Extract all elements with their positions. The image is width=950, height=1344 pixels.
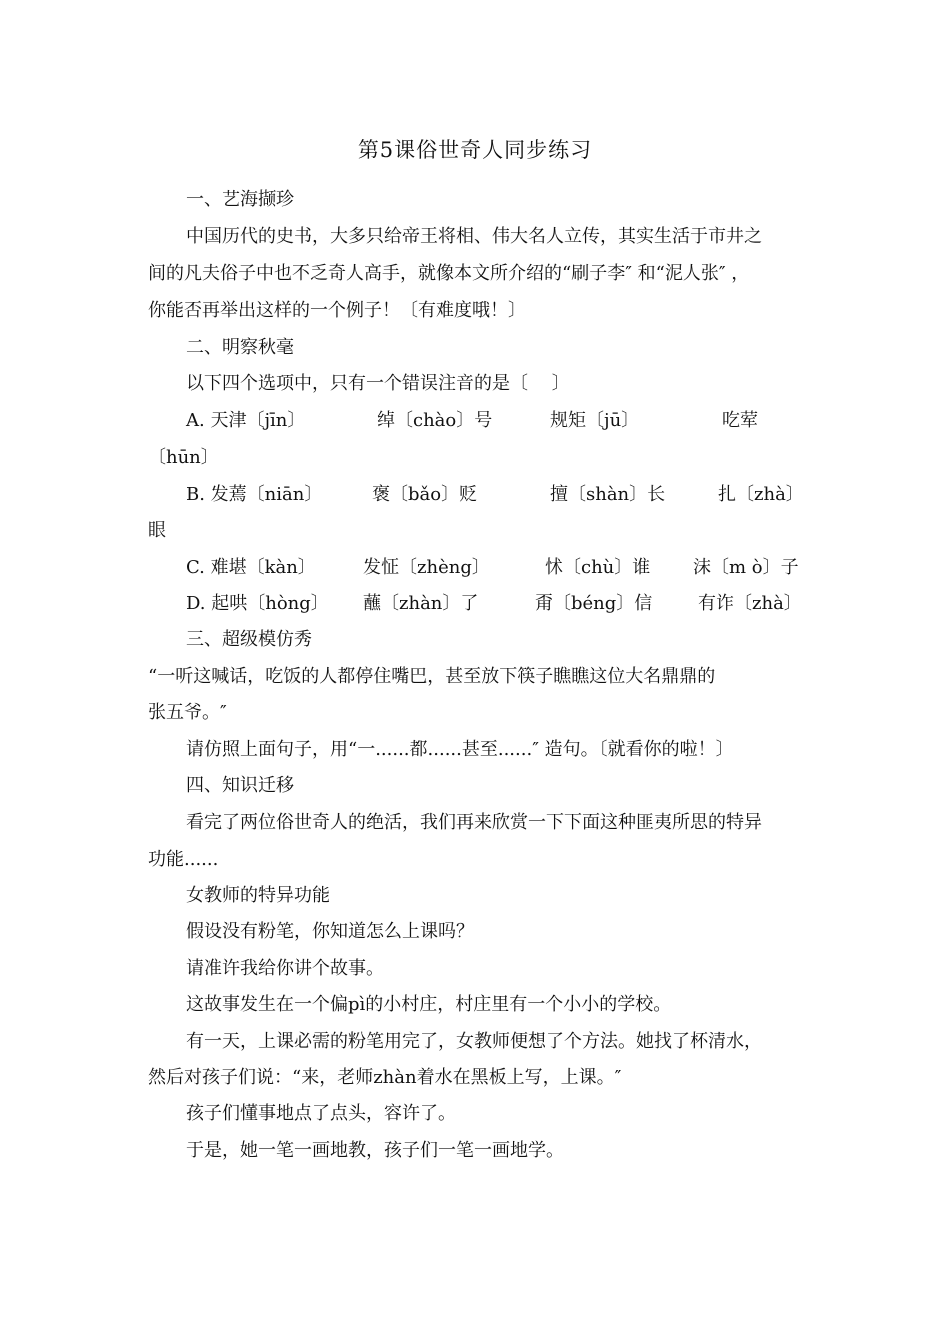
option-a-3: 规矩〔jū〕	[550, 410, 640, 431]
paragraph-line: 功能......	[148, 849, 219, 870]
paragraph-line: 于是，她一笔一画地教，孩子们一笔一画地学。	[186, 1140, 564, 1161]
paragraph-line: 有一天，上课必需的粉笔用完了，女教师便想了个方法。她找了杯清水，	[186, 1031, 762, 1052]
option-a-4: 吃荤	[722, 410, 758, 431]
paragraph-line: 然后对孩子们说：“来，老师zhàn着水在黑板上写，上课。″	[148, 1067, 622, 1088]
paragraph-line: 假设没有粉笔，你知道怎么上课吗？	[186, 921, 474, 942]
option-a-1: A. 天津〔jīn〕	[186, 410, 306, 431]
option-c-4: 沫〔m ò〕子	[693, 557, 799, 578]
paragraph-line: 请准许我给你讲个故事。	[186, 958, 384, 979]
option-a-2: 绰〔chào〕号	[377, 410, 493, 431]
paragraph-line: 这故事发生在一个偏pì的小村庄，村庄里有一个小小的学校。	[186, 994, 672, 1015]
option-d-1: D. 起哄〔hòng〕	[186, 593, 329, 614]
option-b-1: B. 发蔫〔niān〕	[186, 484, 323, 505]
paragraph-line: 张五爷。″	[148, 702, 227, 723]
option-c-3: 怵〔chù〕谁	[545, 557, 651, 578]
paragraph-line: 请仿照上面句子，用“一......都......甚至......″ 造句。〔就看你的啦！〕	[186, 739, 734, 760]
option-d-4: 有诈〔zhà〕	[698, 593, 802, 614]
section-heading-2: 二、明察秋毫	[186, 337, 294, 358]
option-a-4-cont: 〔hūn〕	[148, 447, 219, 468]
paragraph-line: 间的凡夫俗子中也不乏奇人高手，就像本文所介绍的“刷子李″ 和“泥人张″ ，	[148, 263, 750, 284]
option-b-4-cont: 眼	[148, 520, 166, 541]
option-c-1: C. 难堪〔kàn〕	[186, 557, 316, 578]
option-d-2: 蘸〔zhàn〕了	[363, 593, 479, 614]
story-title: 女教师的特异功能	[186, 885, 330, 906]
section-heading-1: 一、艺海撷珍	[186, 189, 294, 210]
paragraph-line: 孩子们懂事地点了点头，容许了。	[186, 1103, 456, 1124]
option-d-3: 甭〔béng〕信	[535, 593, 653, 614]
paragraph-line: 看完了两位俗世奇人的绝活，我们再来欣赏一下下面这种匪夷所思的特异	[186, 812, 762, 833]
page-title: 第5课俗世奇人同步练习	[357, 138, 593, 162]
paragraph-line: 中国历代的史书，大多只给帝王将相、伟大名人立传，其实生活于市井之	[186, 226, 762, 247]
paragraph-line: 你能否再举出这样的一个例子！〔有难度哦！〕	[148, 300, 526, 321]
paragraph-line: “一听这喊话，吃饭的人都停住嘴巴，甚至放下筷子瞧瞧这位大名鼎鼎的	[148, 666, 716, 687]
section-heading-3: 三、超级模仿秀	[186, 629, 312, 650]
option-b-4: 扎〔zhà〕	[718, 484, 804, 505]
option-c-2: 发怔〔zhèng〕	[363, 557, 490, 578]
option-b-2: 褒〔bǎo〕贬	[372, 484, 478, 505]
question-text: 以下四个选项中，只有一个错误注音的是〔 〕	[186, 373, 570, 394]
option-b-3: 擅〔shàn〕长	[550, 484, 666, 505]
section-heading-4: 四、知识迁移	[186, 775, 294, 796]
